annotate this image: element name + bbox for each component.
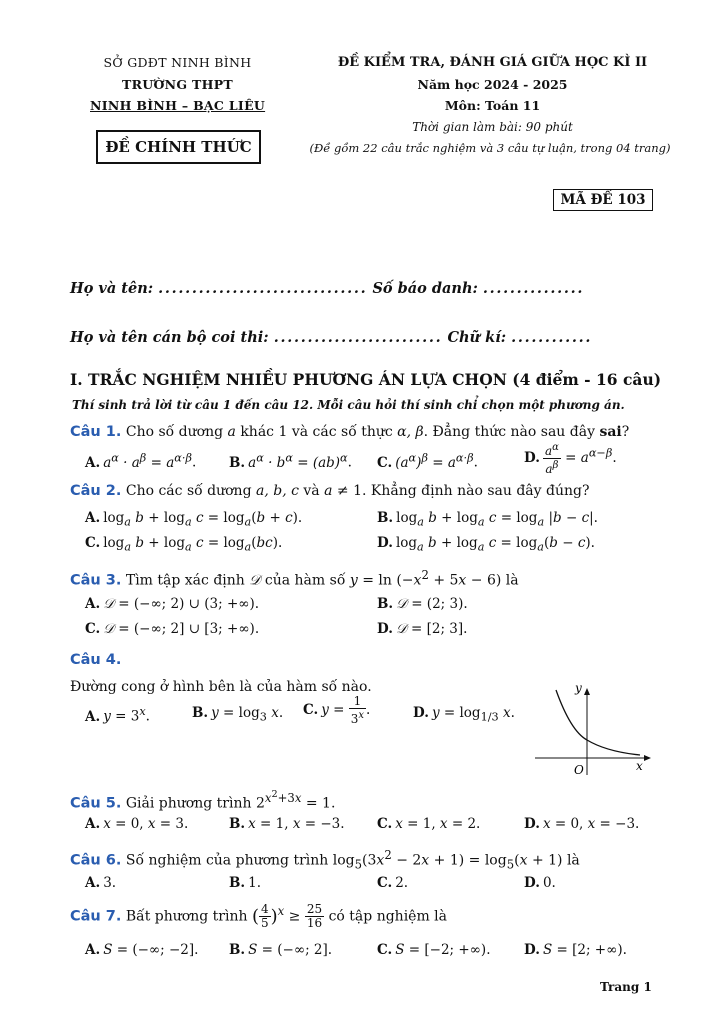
q6-option-a[interactable]: A. 3. xyxy=(85,875,117,891)
page-number: Trang 1 xyxy=(600,980,652,994)
q7-option-d[interactable]: D. S = [2; +∞). xyxy=(524,942,627,958)
q4-option-c[interactable]: C. y = $\frac{1}{3^x}$ . xyxy=(303,694,371,726)
question-3: Câu 3. Tìm tập xác định 𝒟 của hàm số $y = \ln (-x^2 + 5x - 6)$ là xyxy=(70,568,519,589)
q5-option-b[interactable]: B. x = 1, x = −3. xyxy=(229,816,345,832)
exam-time: Thời gian làm bài: 90 phút xyxy=(412,120,573,134)
q5-option-c[interactable]: C. x = 1, x = 2. xyxy=(377,816,481,832)
question-4-label: Câu 4. xyxy=(70,652,122,668)
origin-label: O xyxy=(574,763,584,777)
q3-option-a[interactable]: A. 𝒟 = (−∞; 2) ∪ (3; +∞). xyxy=(85,596,260,612)
question-7: Câu 7. Bất phương trình ( $\frac{4}{5}$ )$^x$ ≥ $\frac{25}{16}$ có tập nghiệm là xyxy=(70,902,448,930)
official-exam-box: ĐỀ CHÍNH THỨC xyxy=(96,130,261,164)
section-instruction: Thí sinh trả lời từ câu 1 đến câu 12. Mỗi câu hỏi thí sinh chỉ chọn một phương án. xyxy=(72,398,625,412)
y-axis-arrow xyxy=(584,688,590,695)
q1-option-a[interactable]: A. $a^\alpha \cdot a^\beta = a^{\alpha\cdot\beta}$. xyxy=(85,451,197,471)
q7-option-c[interactable]: C. S = [−2; +∞). xyxy=(377,942,491,958)
q4-option-d[interactable]: D. $y = \log_{1/3} x$. xyxy=(413,705,515,724)
q2-option-b[interactable]: B. $\log_a b + \log_a c = \log_a |b - c|$. xyxy=(377,510,598,529)
y-axis-label: y xyxy=(575,681,582,695)
q1-option-c[interactable]: C. $(a^\alpha)^\beta = a^{\alpha\cdot\beta}$. xyxy=(377,451,478,471)
school-year: Năm học 2024 - 2025 xyxy=(417,77,568,92)
exam-code-box: MÃ ĐỀ 103 xyxy=(553,189,653,211)
q2-option-a[interactable]: A. $\log_a b + \log_a c = \log_a(b + c)$. xyxy=(85,510,303,529)
q3-option-b[interactable]: B. 𝒟 = (2; 3). xyxy=(377,596,468,612)
q5-option-d[interactable]: D. x = 0, x = −3. xyxy=(524,816,640,832)
q6-option-c[interactable]: C. 2. xyxy=(377,875,409,891)
exam-title: ĐỀ KIỂM TRA, ĐÁNH GIÁ GIỮA HỌC KÌ II xyxy=(337,55,648,70)
subject: Môn: Toán 11 xyxy=(444,98,541,113)
curve xyxy=(556,690,640,755)
question-1: Câu 1. Cho số dương a khác 1 và các số thực α, β. Đẳng thức nào sau đây sai? xyxy=(70,424,630,440)
q2-option-c[interactable]: C. $\log_a b + \log_a c = \log_a(bc)$. xyxy=(85,535,283,554)
q2-option-d[interactable]: D. $\log_a b + \log_a c = \log_a(b - c)$. xyxy=(377,535,595,554)
q3-option-d[interactable]: D. 𝒟 = [2; 3]. xyxy=(377,621,468,637)
q7-option-b[interactable]: B. S = (−∞; 2]. xyxy=(229,942,333,958)
school-line-1: TRƯỜNG THPT xyxy=(121,77,234,92)
section-title: I. TRẮC NGHIỆM NHIỀU PHƯƠNG ÁN LỰA CHỌN (4 điểm - 16 câu) xyxy=(70,370,662,389)
q4-option-b[interactable]: B. $y = \log_3 x$. xyxy=(192,705,284,724)
q6-option-b[interactable]: B. 1. xyxy=(229,875,262,891)
q4-option-a[interactable]: A. $y = 3^x$. xyxy=(85,705,150,725)
question-2: Câu 2. Cho các số dương a, b, c và a ≠ 1. Khẳng định nào sau đây đúng? xyxy=(70,483,590,499)
x-axis-label: x xyxy=(636,759,643,773)
proctor-line: Họ và tên cán bộ coi thi: ......................... Chữ kí: ............ xyxy=(70,329,593,346)
x-axis-arrow xyxy=(644,755,651,761)
function-graph xyxy=(530,678,655,778)
department: SỞ GDĐT NINH BÌNH xyxy=(103,55,252,70)
q6-option-d[interactable]: D. 0. xyxy=(524,875,556,891)
exam-note: (Đề gồm 22 câu trắc nghiệm và 3 câu tự luận, trong 04 trang) xyxy=(309,141,671,155)
q3-option-c[interactable]: C. 𝒟 = (−∞; 2] ∪ [3; +∞). xyxy=(85,621,260,637)
q7-option-a[interactable]: A. S = (−∞; −2]. xyxy=(85,942,199,958)
question-6: Câu 6. Số nghiệm của phương trình $\log_5(3x^2 - 2x + 1) = \log_5(x + 1)$ là xyxy=(70,848,580,872)
question-5: Câu 5. Giải phương trình $2^{x^2+3x} = 1$. xyxy=(70,789,336,812)
student-name-line: Họ và tên: ............................... Số báo danh: ............... xyxy=(70,280,585,297)
school-line-2: NINH BÌNH – BẠC LIÊU xyxy=(90,98,266,113)
q5-option-a[interactable]: A. x = 0, x = 3. xyxy=(85,816,189,832)
question-4-text: Đường cong ở hình bên là của hàm số nào. xyxy=(70,679,372,695)
q1-option-b[interactable]: B. $a^\alpha \cdot b^\alpha = (ab)^\alpha$. xyxy=(229,451,352,471)
q1-option-d[interactable]: D. $\frac{a^\alpha}{a^\beta}$ = $a^{\alpha-\beta}$. xyxy=(524,442,617,476)
